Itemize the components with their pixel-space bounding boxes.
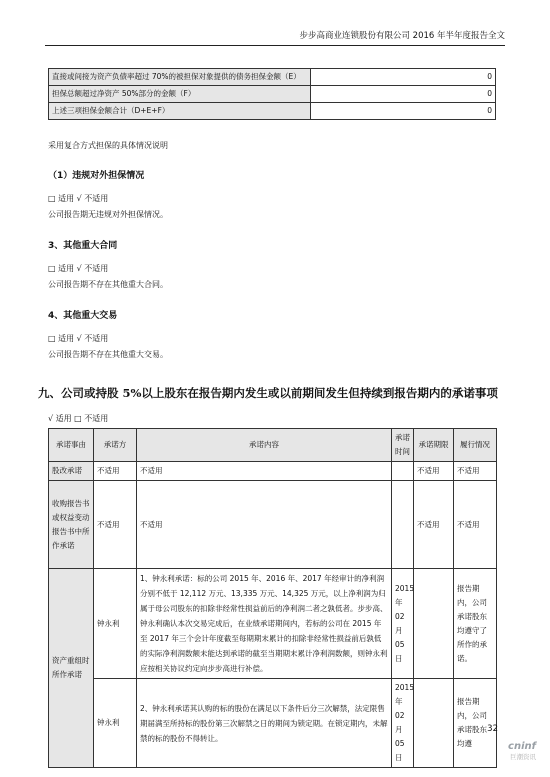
table-row [49,69,496,86]
row-label: 上述三项担保金额合计（D+E+F） [49,103,311,120]
column-header: 履行情况 [454,429,497,462]
commitment-party: 钟永利 [94,679,137,768]
applicability-line: √ 适用 □ 不适用 [48,414,109,423]
table-row [49,462,497,481]
page-header: 步步高商业连锁股份有限公司 2016 年半年度报告全文 [45,30,505,46]
commitment-party: 不适用 [94,481,137,569]
commitment-term: 不适用 [414,481,454,569]
column-header: 承诺内容 [137,429,392,462]
table-row [49,481,497,569]
row-label: 直接或间接为资产负债率超过 70%的被担保对象提供的债务担保金额（E） [49,69,311,86]
commitment-party: 钟永利 [94,569,137,679]
commitment-status: 不适用 [454,462,497,481]
commitment-term: 不适用 [414,462,454,481]
commitment-status: 不适用 [454,481,497,569]
cninfo-logo [496,741,536,767]
commitment-reason: 股改承诺 [49,462,94,481]
commitment-content: 不适用 [137,462,392,481]
row-label: 担保总额超过净资产 50%部分的金额（F） [49,86,311,103]
commitment-time: 2015 年 02 月 05 日 [392,679,414,768]
applicability-line: □ 适用 √ 不适用 [48,264,109,273]
table-header-row [49,429,497,462]
table-row [49,569,497,679]
section-title-illegal-guarantee: （1）违规对外担保情况 [48,171,145,181]
section-title-commitments: 九、公司或持股 5%以上股东在报告期内发生或以前期间发生但持续到报告期内的承诺事项 [38,386,498,400]
commitment-term [414,679,454,768]
section-text: 公司报告期无违规对外担保情况。 [48,210,168,219]
commitment-status: 报告期内，公司承诺股东均遵 [454,679,497,768]
commitment-time: 2015 年 02 月 05 日 [392,569,414,679]
commitment-status: 报告期内，公司承诺股东均遵守了所作的承诺。 [454,569,497,679]
table-row [49,86,496,103]
column-header: 承诺时间 [392,429,414,462]
table-row [49,679,497,768]
guarantee-summary-table [48,68,496,120]
logo-main-text: cninf [508,741,536,752]
commitment-content: 2、钟永利承诺其认购的标的股份在满足以下条件后分三次解禁，法定限售期届满至所持标的股份第三次解禁之日的期间为锁定期。在锁定期内，未解禁的标的股份不得转让。 [137,679,392,768]
commitment-time [392,481,414,569]
commitment-content: 不适用 [137,481,392,569]
composite-guarantee-note: 采用复合方式担保的具体情况说明 [48,141,168,150]
logo-sub-text: 巨潮资讯 [510,753,536,761]
column-header: 承诺方 [94,429,137,462]
column-header: 承诺期限 [414,429,454,462]
commitment-content: 1、钟永利承诺：标的公司 2015 年、2016 年、2017 年经审计的净利润分别不低于 12,112 万元、13,335 万元、14,325 万元，以上净利润为归属于母公司股东的扣除非经常性损益前后的净利润二者之孰低者。步步高、钟永利确认本次交易完成后，在业绩承诺期间内，若标的公司在 2015 年至 2017 年三个会计年度截至每期期末累计的扣除非经常性损益前后孰低的实际净利润数额未能达到承诺的截至当期期末累计净利润数额，则钟永利应按相关协议约定向步步高进行补偿。 [137,569,392,679]
page-number: 32 [487,724,498,734]
row-value: 0 [311,103,496,120]
applicability-line: □ 适用 √ 不适用 [48,334,109,343]
row-value: 0 [311,69,496,86]
applicability-line: □ 适用 √ 不适用 [48,194,109,203]
commitment-reason: 收购报告书或权益变动报告书中所作承诺 [49,481,94,569]
commitment-term [414,569,454,679]
section-text: 公司报告期不存在其他重大交易。 [48,350,168,359]
column-header: 承诺事由 [49,429,94,462]
section-text: 公司报告期不存在其他重大合同。 [48,280,168,289]
section-title-major-contracts: 3、其他重大合同 [48,241,118,251]
commitments-table [48,428,497,768]
table-row [49,103,496,120]
section-title-major-transactions: 4、其他重大交易 [48,311,118,321]
row-value: 0 [311,86,496,103]
commitment-reason: 资产重组时所作承诺 [49,569,94,768]
commitment-party: 不适用 [94,462,137,481]
commitment-time [392,462,414,481]
